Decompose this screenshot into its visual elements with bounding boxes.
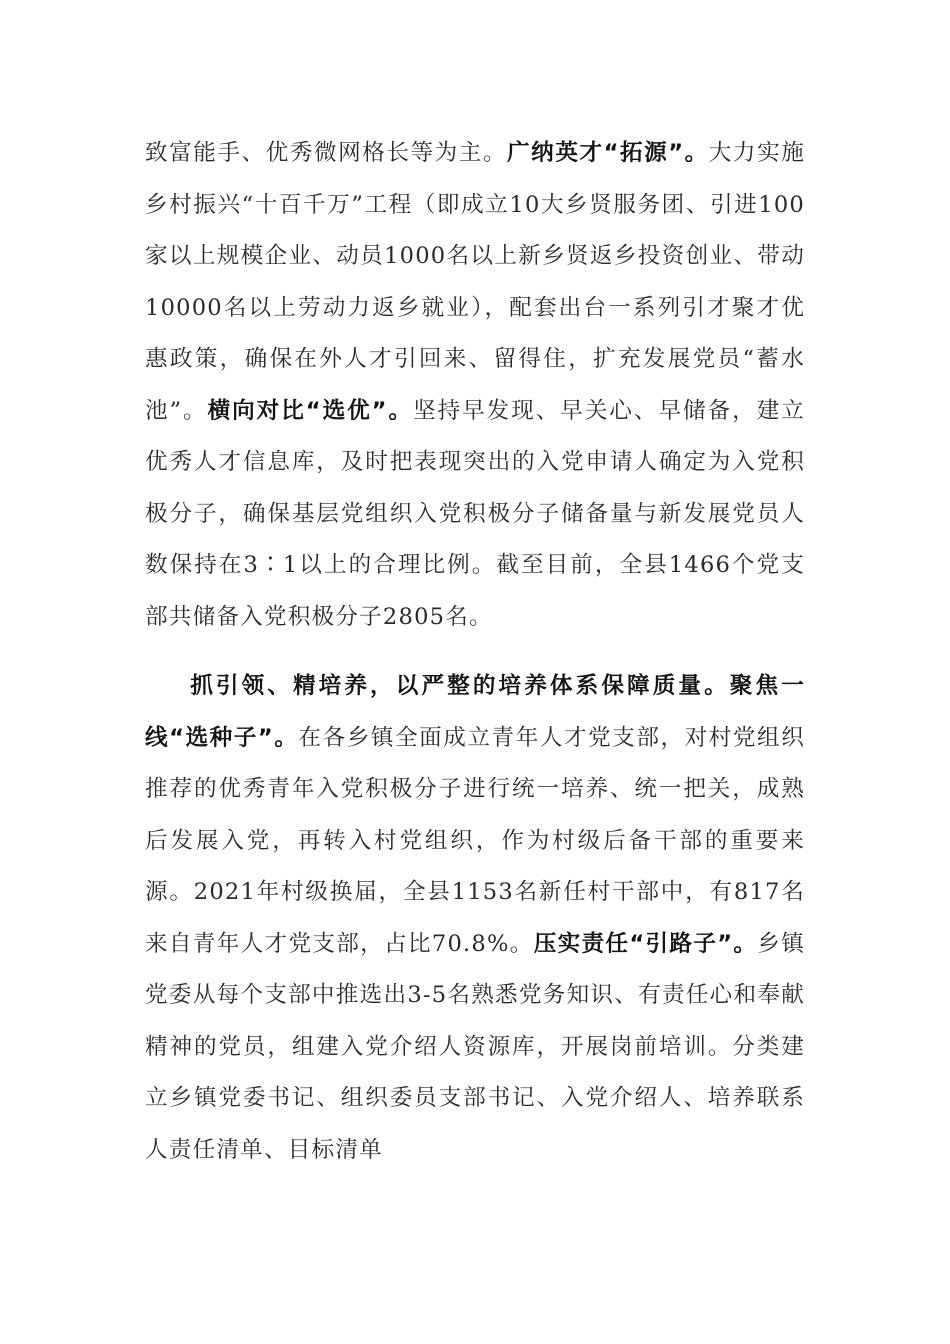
- text-segment: 在各乡镇全面成立青年人才党支部，对村党组织推荐的优秀青年入党积极分子进行统一培养、统一把关，成熟后发展入党，再转入村党组织，作为村级后备干部的重要来源。2021年村级换届，全县1153名新任村干部中，有817名来自青年人才党支部，占比70.8%。: [145, 724, 805, 957]
- bold-heading-segment: 广纳英才“拓源”。: [507, 140, 709, 166]
- text-segment: 乡镇党委从每个支部中推选出3-5名熟悉党务知识、有责任心和奉献精神的党员，组建入党介绍人资源库，开展岗前培训。分类建立乡镇党委书记、组织委员支部书记、入党介绍人、培养联系人责任清单、目标清单: [145, 930, 805, 1163]
- paragraph-2: [145, 661, 805, 1176]
- document-body: [145, 128, 805, 1176]
- text-segment: 大力实施乡村振兴“十百千万”工程（即成立10大乡贤服务团、引进100家以上规模企业、动员1000名以上新乡贤返乡投资创业、带动10000名以上劳动力返乡就业），配套出台一系列引才聚才优惠政策，确保在外人才引回来、留得住，扩充发展党员“蓄水池”。: [145, 140, 805, 424]
- text-segment: 致富能手、优秀微网格长等为主。: [145, 140, 508, 166]
- bold-heading-segment: 横向对比“选优”。: [207, 397, 414, 424]
- text-segment: 坚持早发现、早关心、早储备，建立优秀人才信息库，及时把表现突出的入党申请人确定为入党积极分子，确保基层党组织入党积极分子储备量与新发展党员人数保持在3∶1以上的合理比例。截至目前，全县1466个党支部共储备入党积极分子2805名。: [145, 397, 805, 630]
- bold-heading-segment: 压实责任“引路子”。: [533, 930, 758, 957]
- paragraph-1: [145, 128, 805, 643]
- bold-heading-segment: 抓引领、精培养，以严整的培养体系保障质量。聚焦一线“选种子”。: [145, 673, 805, 751]
